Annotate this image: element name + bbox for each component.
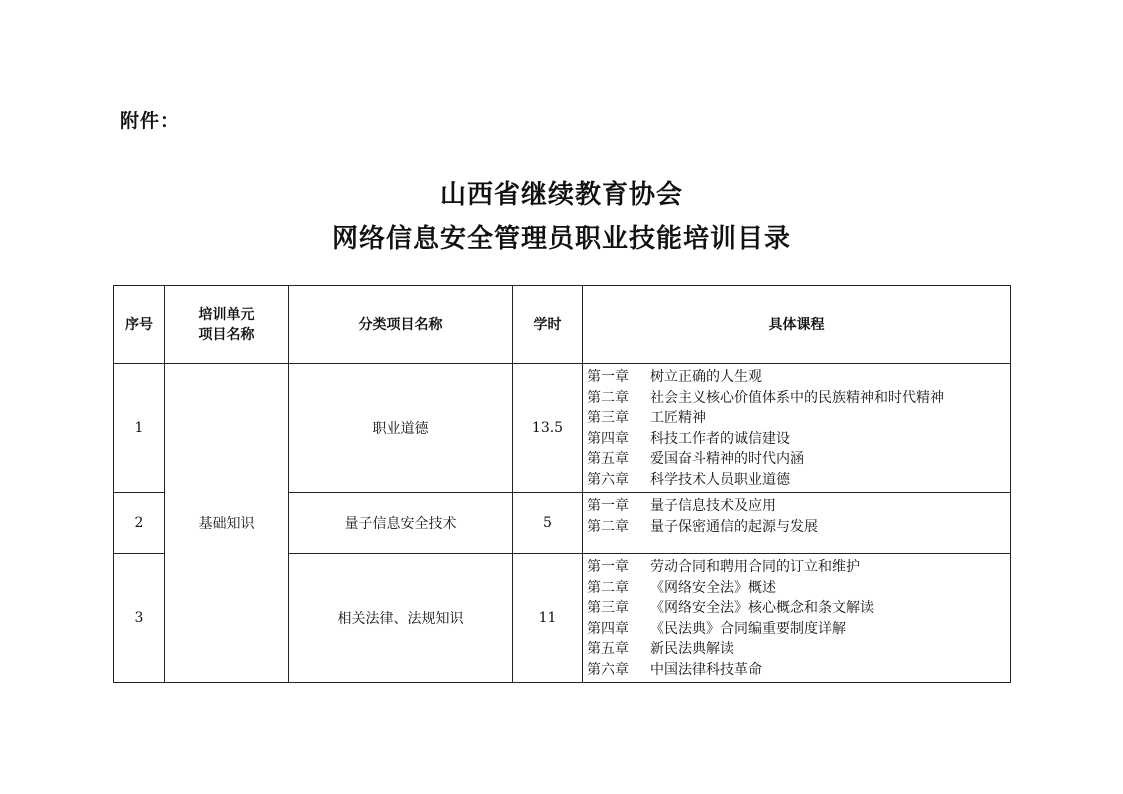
row-seq: 1 [114, 364, 165, 493]
course-item [587, 639, 1010, 660]
course-chapter: 第四章 [587, 430, 629, 447]
row-hours: 11 [513, 554, 583, 683]
course-chapter: 第三章 [587, 600, 629, 616]
course-chapter: 第五章 [587, 451, 629, 467]
course-chapter: 第二章 [587, 389, 629, 406]
course-title: 中国法律科技革命 [650, 661, 762, 678]
course-item [587, 449, 1010, 470]
course-item [587, 429, 1010, 450]
header-unit-line-2: 项目名称 [198, 326, 255, 343]
course-chapter: 第二章 [587, 518, 629, 535]
course-item [587, 660, 1010, 681]
course-item [587, 470, 1010, 491]
header-hours: 学时 [513, 286, 583, 364]
course-title: 树立正确的人生观 [650, 369, 762, 385]
row-category: 相关法律、法规知识 [289, 554, 513, 683]
course-item [587, 517, 1010, 538]
course-title: 科技工作者的诚信建设 [650, 430, 790, 447]
course-item [587, 496, 1010, 517]
row-category: 职业道德 [289, 364, 513, 493]
header-unit-line-1: 培训单元 [198, 306, 255, 323]
row-course-list [583, 364, 1011, 493]
row-category: 量子信息安全技术 [289, 493, 513, 554]
document-title-line-2: 网络信息安全管理员职业技能培训目录 [331, 224, 791, 254]
course-item [587, 367, 1010, 388]
course-chapter: 第一章 [587, 498, 629, 514]
course-title: 《民法典》合同编重要制度详解 [650, 620, 846, 637]
table-header-row [114, 286, 1011, 364]
course-chapter: 第六章 [587, 661, 629, 678]
course-title: 量子信息技术及应用 [650, 498, 776, 514]
course-title: 工匠精神 [650, 410, 706, 426]
document-title-line-1: 山西省继续教育协会 [439, 180, 683, 210]
course-title: 《网络安全法》概述 [650, 579, 776, 596]
course-title: 《网络安全法》核心概念和条文解读 [650, 600, 874, 616]
course-title: 劳动合同和聘用合同的订立和维护 [650, 559, 860, 575]
course-item [587, 388, 1010, 409]
course-item [587, 619, 1010, 640]
row-course-list [583, 493, 1011, 554]
header-training-unit [165, 286, 289, 364]
course-item [587, 408, 1010, 429]
training-unit-name: 基础知识 [165, 364, 289, 683]
course-item [587, 578, 1010, 599]
course-chapter: 第四章 [587, 620, 629, 637]
course-chapter: 第一章 [587, 559, 629, 575]
header-seq: 序号 [114, 286, 165, 364]
course-title: 社会主义核心价值体系中的民族精神和时代精神 [650, 389, 944, 406]
row-course-list [583, 554, 1011, 683]
header-courses: 具体课程 [583, 286, 1011, 364]
row-seq: 3 [114, 554, 165, 683]
course-title: 量子保密通信的起源与发展 [650, 518, 818, 535]
row-hours: 13.5 [513, 364, 583, 493]
course-chapter: 第三章 [587, 410, 629, 426]
course-chapter: 第五章 [587, 641, 629, 657]
course-chapter: 第二章 [587, 579, 629, 596]
course-item [587, 598, 1010, 619]
header-category: 分类项目名称 [289, 286, 513, 364]
training-catalog-table [113, 285, 1011, 683]
row-seq: 2 [114, 493, 165, 554]
row-hours: 5 [513, 493, 583, 554]
table-row [114, 364, 1011, 493]
course-item [587, 557, 1010, 578]
course-title: 爱国奋斗精神的时代内涵 [650, 451, 804, 467]
course-chapter: 第一章 [587, 369, 629, 385]
attachment-label: 附件： [120, 110, 181, 132]
course-title: 科学技术人员职业道德 [650, 471, 790, 488]
course-chapter: 第六章 [587, 471, 629, 488]
course-title: 新民法典解读 [650, 641, 734, 657]
